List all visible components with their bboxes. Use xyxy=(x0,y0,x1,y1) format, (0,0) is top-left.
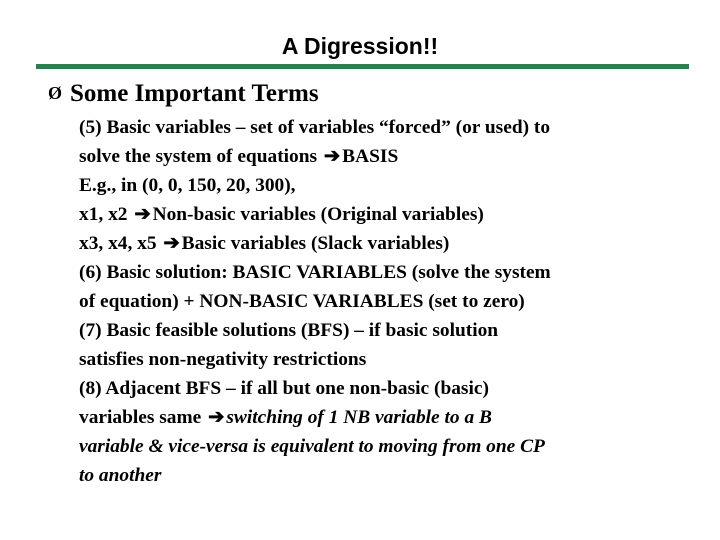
body-line xyxy=(79,432,709,461)
body-line xyxy=(79,345,709,374)
body-line-text: (8) Adjacent BFS – if all but one non-basic (basic) xyxy=(79,378,489,399)
body-line-text-after-arrow: BASIS xyxy=(342,146,399,167)
body-line-text: variables same xyxy=(79,407,207,428)
body-line-text: of equation) + NON-BASIC VARIABLES (set to zero) xyxy=(79,291,525,312)
body-line xyxy=(79,142,709,171)
right-arrow-icon: ➔ xyxy=(323,146,341,167)
body-line-text: satisfies non-negativity restrictions xyxy=(79,349,367,370)
right-arrow-icon: ➔ xyxy=(134,204,151,225)
body-line xyxy=(79,258,709,287)
body-line-text: variable & vice-versa is equivalent to moving from one CP xyxy=(79,436,545,457)
body-line-text: x1, x2 xyxy=(79,204,133,225)
body-line xyxy=(79,316,709,345)
section-heading-text: Some Important Terms xyxy=(70,80,319,107)
body-line xyxy=(79,229,709,258)
right-arrow-icon: ➔ xyxy=(208,407,225,428)
body-line xyxy=(79,113,709,142)
right-arrow-icon: ➔ xyxy=(163,233,180,254)
body-line-text-after-arrow: switching of 1 NB variable to a B xyxy=(226,407,492,428)
arrow-bullet-icon: Ø xyxy=(48,83,63,103)
body-line xyxy=(79,287,709,316)
slide-title: A Digression!! xyxy=(281,33,439,59)
body-line-text-after-arrow: Basic variables (Slack variables) xyxy=(181,233,450,254)
body-line-text: (5) Basic variables – set of variables “forced” (or used) to xyxy=(79,117,551,138)
body-line-text: E.g., in (0, 0, 150, 20, 300), xyxy=(79,175,296,196)
body-line xyxy=(79,374,709,403)
title-divider-rule xyxy=(36,64,689,69)
body-line-text-after-arrow: Non-basic variables (Original variables) xyxy=(152,204,484,225)
terms-body xyxy=(79,113,709,490)
body-line-text: x3, x4, x5 xyxy=(79,233,162,254)
body-line xyxy=(79,403,709,432)
body-line xyxy=(79,461,709,490)
body-line xyxy=(79,200,709,229)
body-line-text: solve the system of equations xyxy=(79,146,322,167)
section-heading xyxy=(48,80,319,108)
body-line xyxy=(79,171,709,200)
body-line-text: (7) Basic feasible solutions (BFS) – if basic solution xyxy=(79,320,499,341)
body-line-text: to another xyxy=(79,465,162,486)
body-line-text: (6) Basic solution: BASIC VARIABLES (solve the system xyxy=(79,262,551,283)
